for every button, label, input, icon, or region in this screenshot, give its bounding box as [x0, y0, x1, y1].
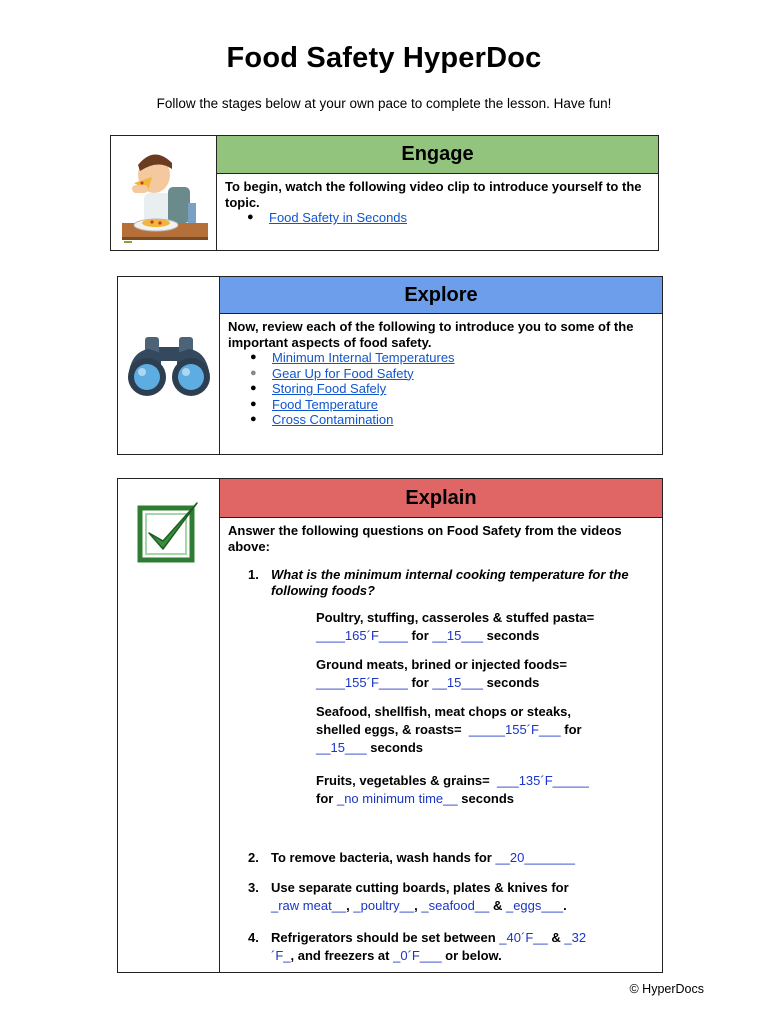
- explain-intro: Answer the following questions on Food Safety from the videos above:: [228, 523, 622, 554]
- question-1-text: What is the minimum internal cooking temperature for the following foods?: [271, 567, 629, 598]
- checkmark-box-icon: [137, 499, 201, 565]
- explore-icon-cell: [118, 277, 220, 454]
- copyright-footer: © HyperDocs: [629, 982, 704, 996]
- engage-body: [217, 174, 658, 250]
- engage-instructions: To begin, watch the following video clip to introduce yourself to the topic.: [225, 179, 642, 210]
- answer-1a-temp: ____165´F____: [316, 628, 408, 643]
- page-subtitle: Follow the stages below at your own pace to complete the lesson. Have fun!: [156, 96, 612, 111]
- explore-body: [220, 314, 662, 454]
- answer-1d-label: Fruits, vegetables & grains=: [316, 773, 490, 788]
- list-item: [250, 397, 654, 413]
- question-3-answer-3: _seafood__: [421, 898, 490, 913]
- link-food-safety-in-seconds[interactable]: Food Safety in Seconds: [269, 210, 408, 225]
- answer-1b-for: for: [411, 675, 429, 690]
- answer-1a: [316, 609, 656, 645]
- page-title: Food Safety HyperDoc: [226, 42, 542, 74]
- answer-1d-for: for: [316, 791, 334, 806]
- answer-1d-line-2: [316, 790, 656, 808]
- answer-1d-unit: seconds: [461, 791, 514, 806]
- question-4-number: 4.: [248, 930, 259, 945]
- question-4-line-1: [271, 929, 648, 947]
- answer-1c-label-1: Seafood, shellfish, meat chops or steaks,: [316, 704, 572, 719]
- answer-1b-time: __15___: [432, 675, 484, 690]
- link-food-temperature[interactable]: Food Temperature: [272, 396, 378, 412]
- question-2-number: 2.: [248, 850, 259, 865]
- question-3-text: Use separate cutting boards, plates & knives for: [271, 880, 569, 895]
- answer-1b-unit: seconds: [486, 675, 540, 690]
- explore-instructions: Now, review each of the following to introduce you to some of the important aspects of food safety.: [228, 319, 634, 350]
- question-4-text-1: Refrigerators should be set between: [271, 930, 496, 945]
- answer-1d-line-1: [316, 772, 656, 790]
- question-3-answer-2: _poultry__: [353, 898, 415, 913]
- question-3-answers: [271, 897, 648, 915]
- answer-1c-temp: _____155´F___: [468, 722, 561, 737]
- engage-link-list: [225, 210, 650, 226]
- list-item: [250, 412, 654, 428]
- answer-1c-line: [316, 721, 656, 739]
- answer-1d-time: _no minimum time__: [336, 791, 458, 806]
- list-item: [250, 366, 654, 382]
- answer-1b-line: [316, 674, 656, 692]
- question-4-line-2: [271, 947, 648, 965]
- link-cross-contamination[interactable]: Cross Contamination: [272, 412, 394, 427]
- engage-icon-cell: [111, 136, 217, 250]
- question-2: [248, 849, 648, 867]
- answer-1a-unit: seconds: [486, 628, 540, 643]
- person-eating-pizza-icon: [118, 143, 210, 243]
- answer-1d-temp: ___135´F_____: [497, 773, 589, 788]
- explore-header: [220, 277, 662, 314]
- answer-1c-for: for: [564, 722, 582, 737]
- binoculars-icon: [123, 331, 215, 401]
- question-3-comma-1: ,: [346, 898, 350, 913]
- answer-1c-unit: seconds: [370, 740, 423, 755]
- answer-1b: [316, 656, 656, 692]
- question-1-number: 1.: [248, 567, 259, 582]
- answer-1b-label: Ground meats, brined or injected foods=: [316, 657, 568, 672]
- question-3-comma-2: ,: [414, 898, 418, 913]
- explore-link-list: [228, 350, 654, 428]
- engage-section: [110, 135, 659, 251]
- question-4-text-2: , and freezers at: [290, 948, 390, 963]
- answer-1a-for: for: [411, 628, 429, 643]
- question-3-answer-1: _raw meat__: [271, 898, 347, 913]
- question-4-answer-1: _40´F__: [499, 930, 548, 945]
- question-4-answer-3: _0´F___: [393, 948, 442, 963]
- explore-header-label: Explore: [404, 283, 478, 306]
- explain-header: [220, 479, 662, 518]
- answer-1c-time: __15___: [316, 740, 367, 755]
- answer-1b-temp: ____155´F____: [316, 675, 408, 690]
- question-3-number: 3.: [248, 880, 259, 895]
- answer-1c: [316, 703, 656, 757]
- link-minimum-internal-temperatures[interactable]: Minimum Internal Temperatures: [272, 350, 455, 365]
- question-4: [248, 929, 648, 965]
- engage-header-label: Engage: [401, 143, 474, 165]
- question-3-amp: &: [492, 898, 503, 913]
- question-2-answer: __20_______: [495, 850, 575, 865]
- question-3-answer-4: _eggs___: [505, 898, 564, 913]
- question-4-text-3: or below.: [445, 948, 502, 963]
- question-4-answer-2b: ´F_: [271, 948, 291, 963]
- question-3: [248, 879, 648, 915]
- question-3-period: .: [563, 898, 567, 913]
- link-gear-up-for-food-safety[interactable]: Gear Up for Food Safety: [272, 365, 414, 381]
- explain-header-label: Explain: [405, 486, 477, 509]
- explore-section: [117, 276, 663, 455]
- explain-section: [117, 478, 663, 973]
- list-item: [250, 350, 654, 366]
- list-item: [247, 210, 650, 226]
- answer-1d: [316, 772, 656, 808]
- question-1: [248, 567, 648, 598]
- question-4-amp: &: [551, 930, 561, 945]
- question-4-answer-2a: _32: [564, 930, 587, 945]
- answer-1c-label-2: shelled eggs, & roasts=: [316, 722, 462, 737]
- answer-1a-line: [316, 627, 656, 645]
- answer-1a-label: Poultry, stuffing, casseroles & stuffed pasta=: [316, 610, 595, 625]
- answer-1c-line-2: [316, 739, 656, 757]
- engage-header: [217, 136, 658, 174]
- explain-icon-cell: [118, 479, 220, 972]
- link-storing-food-safely[interactable]: Storing Food Safely: [272, 381, 387, 396]
- question-2-line: [271, 849, 648, 867]
- answer-1a-time: __15___: [432, 628, 484, 643]
- list-item: [250, 381, 654, 397]
- question-2-text: To remove bacteria, wash hands for: [271, 850, 492, 865]
